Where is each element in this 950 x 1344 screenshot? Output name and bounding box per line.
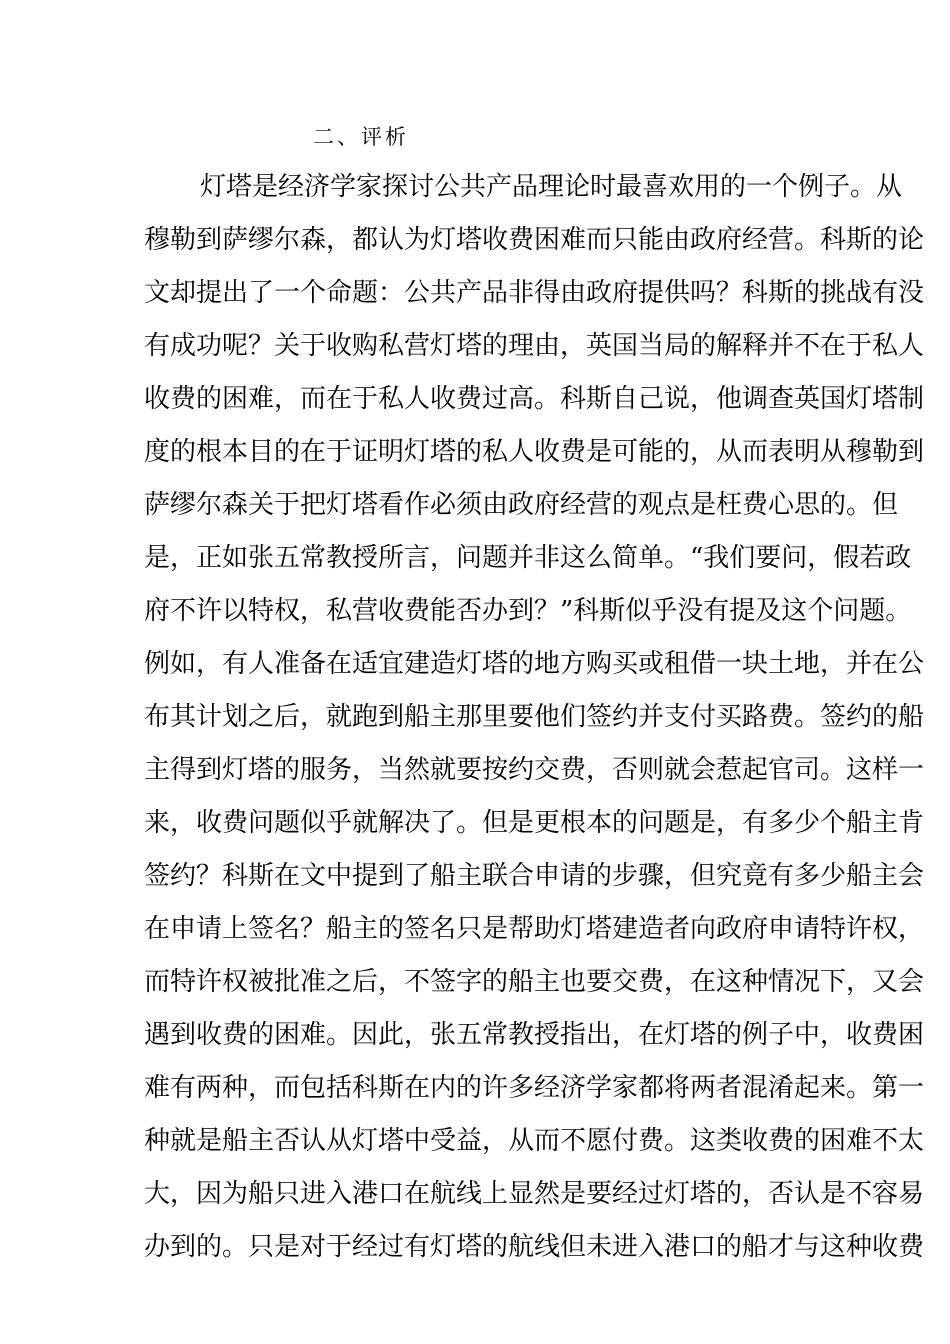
paragraph-line: 府不许以特权，私营收费能否办到？”科斯似乎没有提及这个问题。 — [144, 596, 912, 626]
paragraph-line: 度的根本目的在于证明灯塔的私人收费是可能的，从而表明从穆勒到 — [144, 437, 925, 467]
paragraph-line: 文却提出了一个命题：公共产品非得由政府提供吗？科斯的挑战有没 — [144, 278, 925, 308]
paragraph-line: 在申请上签名？船主的签名只是帮助灯塔建造者向政府申请特许权， — [144, 914, 925, 944]
body-paragraph — [144, 168, 925, 1281]
paragraph-line: 灯塔是经济学家探讨公共产品理论时最喜欢用的一个例子。从 — [200, 172, 903, 202]
paragraph-line: 而特许权被批准之后，不签字的船主也要交费，在这种情况下，又会 — [144, 967, 925, 997]
paragraph-line: 收费的困难，而在于私人收费过高。科斯自己说，他调查英国灯塔制 — [144, 384, 925, 414]
paragraph-line: 有成功呢？关于收购私营灯塔的理由，英国当局的解释并不在于私人 — [144, 331, 925, 361]
paragraph-line: 例如，有人准备在适宜建造灯塔的地方购买或租借一块土地，并在公 — [144, 649, 925, 679]
paragraph-line: 种就是船主否认从灯塔中受益，从而不愿付费。这类收费的困难不太 — [144, 1126, 925, 1156]
paragraph-line: 萨缪尔森关于把灯塔看作必须由政府经营的观点是枉费心思的。但 — [144, 490, 899, 520]
paragraph-line: 布其计划之后，就跑到船主那里要他们签约并支付买路费。签约的船 — [144, 702, 925, 732]
paragraph-line: 难有两种，而包括科斯在内的许多经济学家都将两者混淆起来。第一 — [144, 1073, 925, 1103]
paragraph-line: 签约？科斯在文中提到了船主联合申请的步骤，但究竟有多少船主会 — [144, 861, 925, 891]
paragraph-line: 主得到灯塔的服务，当然就要按约交费，否则就会惹起官司。这样一 — [144, 755, 925, 785]
paragraph-line: 来，收费问题似乎就解决了。但是更根本的问题是，有多少个船主肯 — [144, 808, 925, 838]
paragraph-line: 遇到收费的困难。因此，张五常教授指出，在灯塔的例子中，收费困 — [144, 1020, 925, 1050]
paragraph-line: 是，正如张五常教授所言，问题并非这么简单。“我们要问，假若政 — [144, 543, 912, 573]
paragraph-line: 穆勒到萨缪尔森，都认为灯塔收费困难而只能由政府经营。科斯的论 — [144, 225, 925, 255]
paragraph-line: 办到的。只是对于经过有灯塔的航线但未进入港口的船才与这种收费 — [144, 1232, 925, 1262]
section-heading: 二、评析 — [313, 125, 409, 149]
paragraph-line: 大，因为船只进入港口在航线上显然是要经过灯塔的，否认是不容易 — [144, 1179, 925, 1209]
